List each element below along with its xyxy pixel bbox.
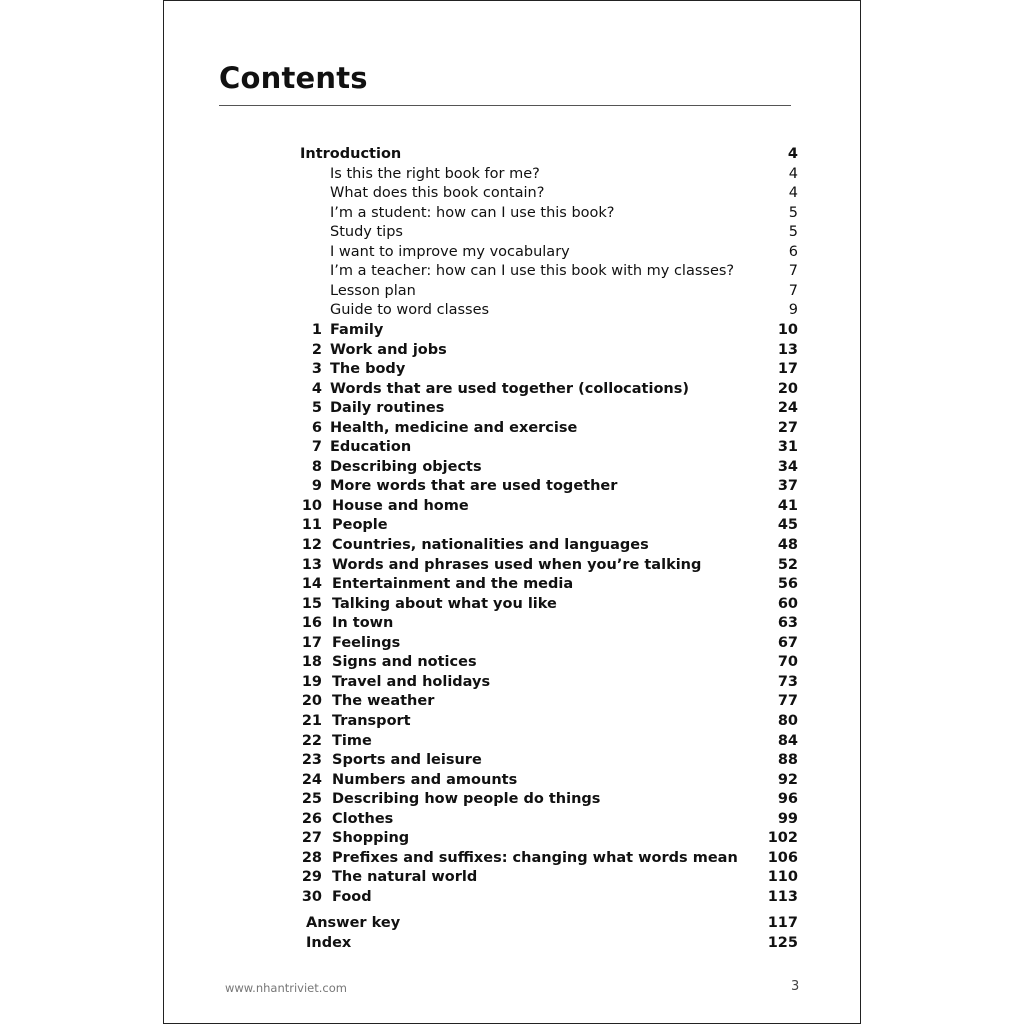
- toc-unit-item: [300, 711, 798, 731]
- unit-number: 29: [301, 869, 322, 886]
- entry-page-number: 41: [777, 497, 798, 514]
- toc-unit-item: [300, 320, 798, 340]
- entry-title: People: [332, 517, 388, 534]
- entry-title: Words that are used together (collocations): [330, 380, 690, 397]
- toc-unit-item: [300, 750, 798, 770]
- entry-page-number: 5: [788, 204, 798, 221]
- entry-title: Introduction: [300, 146, 402, 162]
- unit-number: 8: [311, 458, 322, 475]
- entry-page-number: 34: [777, 458, 798, 475]
- toc-unit-item: [300, 594, 798, 614]
- entry-page-number: 106: [767, 849, 798, 866]
- entry-title: Education: [330, 439, 412, 456]
- entry-title: Signs and notices: [332, 654, 477, 671]
- entry-page-number: 88: [777, 752, 798, 769]
- toc-unit-item: [300, 398, 798, 418]
- entry-title: Travel and holidays: [332, 673, 491, 690]
- toc-unit-item: [300, 652, 798, 672]
- entry-page-number: 110: [767, 869, 798, 886]
- unit-number: 23: [301, 752, 322, 769]
- toc-unit-item: [300, 887, 798, 907]
- entry-title: Index: [306, 935, 352, 951]
- entry-title: Is this the right book for me?: [330, 165, 540, 182]
- entry-page-number: 102: [767, 830, 798, 847]
- entry-title: Transport: [332, 712, 411, 729]
- entry-page-number: 92: [777, 771, 798, 788]
- toc-unit-item: [300, 574, 798, 594]
- entry-title: The body: [330, 361, 406, 378]
- entry-title: Sports and leisure: [332, 752, 482, 769]
- unit-number: 5: [311, 400, 322, 417]
- toc-unit-item: [300, 789, 798, 809]
- entry-page-number: 4: [788, 165, 798, 182]
- toc-intro-item: [300, 183, 798, 203]
- toc-intro-item: [300, 203, 798, 223]
- toc-intro-item: [300, 261, 798, 281]
- entry-page-number: 84: [777, 732, 798, 749]
- toc-unit-item: [300, 672, 798, 692]
- unit-number: 26: [301, 810, 322, 827]
- entry-page-number: 20: [777, 380, 798, 397]
- toc-unit-item: [300, 848, 798, 868]
- unit-number: 27: [301, 830, 322, 847]
- title-rule: [219, 105, 791, 106]
- entry-page-number: 45: [777, 517, 798, 534]
- unit-number: 28: [301, 849, 322, 866]
- entry-title: In town: [332, 615, 394, 632]
- entry-title: Study tips: [330, 224, 403, 241]
- toc-unit-item: [300, 731, 798, 751]
- entry-page-number: 113: [767, 888, 798, 905]
- toc-unit-item: [300, 496, 798, 516]
- toc-unit-item: [300, 515, 798, 535]
- entry-page-number: 96: [777, 791, 798, 808]
- unit-number: 13: [301, 556, 322, 573]
- entry-title: What does this book contain?: [330, 185, 545, 202]
- toc-intro-item: [300, 281, 798, 301]
- entry-page-number: 6: [788, 243, 798, 260]
- entry-page-number: 9: [788, 302, 798, 319]
- entry-title: Numbers and amounts: [332, 771, 518, 788]
- entry-title: Lesson plan: [330, 282, 416, 299]
- toc-unit-item: [300, 867, 798, 887]
- unit-number: 2: [311, 341, 322, 358]
- entry-page-number: 5: [788, 224, 798, 241]
- toc-intro-item: [300, 300, 798, 320]
- entry-page-number: 56: [777, 576, 798, 593]
- toc-intro-item: [300, 164, 798, 184]
- unit-number: 1: [311, 321, 322, 338]
- entry-title: Time: [332, 732, 372, 749]
- unit-number: 14: [301, 576, 322, 593]
- unit-number: 22: [301, 732, 322, 749]
- toc-unit-item: [300, 418, 798, 438]
- toc-unit-item: [300, 535, 798, 555]
- unit-number: 4: [311, 380, 322, 397]
- unit-number: 16: [301, 615, 322, 632]
- toc-unit-item: [300, 476, 798, 496]
- entry-page-number: 67: [777, 634, 798, 651]
- toc-unit-item: [300, 379, 798, 399]
- toc-unit-item: [300, 555, 798, 575]
- toc-unit-item: [300, 809, 798, 829]
- unit-number: 18: [301, 654, 322, 671]
- entry-page-number: 17: [777, 361, 798, 378]
- unit-number: 10: [301, 497, 322, 514]
- footer-url: www.nhantriviet.com: [225, 981, 347, 995]
- entry-title: Prefixes and suffixes: changing what words mean: [332, 849, 738, 866]
- unit-number: 3: [311, 361, 322, 378]
- toc-intro-item: [300, 242, 798, 262]
- page-title: Contents: [219, 61, 368, 95]
- toc-intro-item: [300, 222, 798, 242]
- entry-title: Answer key: [306, 915, 401, 932]
- unit-number: 30: [301, 888, 322, 905]
- entry-page-number: 99: [777, 810, 798, 827]
- toc-unit-item: [300, 770, 798, 790]
- unit-number: 21: [301, 712, 322, 729]
- entry-page-number: 52: [777, 556, 798, 573]
- entry-page-number: 73: [777, 673, 798, 690]
- entry-title: Food: [332, 888, 372, 905]
- entry-title: Health, medicine and exercise: [330, 419, 578, 436]
- unit-number: 12: [301, 537, 322, 553]
- entry-title: The natural world: [332, 869, 478, 886]
- toc-unit-item: [300, 828, 798, 848]
- entry-page-number: 4: [788, 185, 798, 202]
- entry-page-number: 24: [777, 400, 798, 417]
- toc-back-matter-item: [300, 933, 798, 953]
- unit-number: 15: [301, 595, 322, 612]
- entry-title: I want to improve my vocabulary: [330, 243, 570, 260]
- entry-title: Words and phrases used when you’re talking: [332, 556, 702, 573]
- entry-page-number: 80: [777, 712, 798, 729]
- entry-title: Family: [330, 321, 384, 338]
- entry-page-number: 63: [777, 615, 798, 632]
- entry-page-number: 70: [777, 654, 798, 671]
- book-page: [163, 0, 861, 1024]
- toc-unit-item: [300, 359, 798, 379]
- entry-title: Daily routines: [330, 400, 445, 417]
- entry-page-number: 48: [777, 537, 798, 553]
- unit-number: 19: [301, 673, 322, 690]
- entry-title: The weather: [332, 693, 435, 710]
- entry-title: Entertainment and the media: [332, 576, 574, 593]
- entry-page-number: 13: [777, 341, 798, 358]
- toc-unit-item: [300, 633, 798, 653]
- entry-page-number: 4: [787, 146, 798, 162]
- entry-page-number: 7: [788, 282, 798, 299]
- entry-title: Work and jobs: [330, 341, 447, 358]
- unit-number: 9: [311, 478, 322, 495]
- toc-unit-item: [300, 691, 798, 711]
- unit-number: 24: [301, 771, 322, 788]
- unit-number: 7: [311, 439, 322, 456]
- entry-page-number: 7: [788, 263, 798, 280]
- entry-title: I’m a teacher: how can I use this book with my classes?: [330, 263, 735, 280]
- entry-title: Talking about what you like: [332, 595, 557, 612]
- entry-page-number: 60: [777, 595, 798, 612]
- entry-title: I’m a student: how can I use this book?: [330, 204, 615, 221]
- toc-intro-heading: [300, 144, 798, 164]
- entry-title: More words that are used together: [330, 478, 618, 495]
- entry-title: Countries, nationalities and languages: [332, 537, 649, 553]
- toc-unit-item: [300, 613, 798, 633]
- entry-title: Describing objects: [330, 458, 482, 475]
- entry-title: Feelings: [332, 634, 401, 651]
- footer-page-number: 3: [791, 979, 800, 994]
- entry-title: Guide to word classes: [330, 302, 490, 319]
- entry-page-number: 31: [777, 439, 798, 456]
- entry-page-number: 10: [777, 321, 798, 338]
- unit-number: 11: [301, 517, 322, 534]
- entry-page-number: 27: [777, 419, 798, 436]
- toc-unit-item: [300, 457, 798, 477]
- entry-title: Shopping: [332, 830, 410, 847]
- entry-title: Describing how people do things: [332, 791, 601, 808]
- unit-number: 25: [301, 791, 322, 808]
- toc-back-matter-item: [300, 913, 798, 933]
- toc-unit-item: [300, 437, 798, 457]
- entry-page-number: 77: [777, 693, 798, 710]
- unit-number: 20: [301, 693, 322, 710]
- toc-unit-item: [300, 340, 798, 360]
- unit-number: 6: [311, 419, 322, 436]
- unit-number: 17: [301, 634, 322, 651]
- entry-page-number: 125: [767, 935, 798, 951]
- entry-page-number: 37: [777, 478, 798, 495]
- entry-title: House and home: [332, 497, 469, 514]
- entry-title: Clothes: [332, 810, 394, 827]
- entry-page-number: 117: [767, 915, 798, 932]
